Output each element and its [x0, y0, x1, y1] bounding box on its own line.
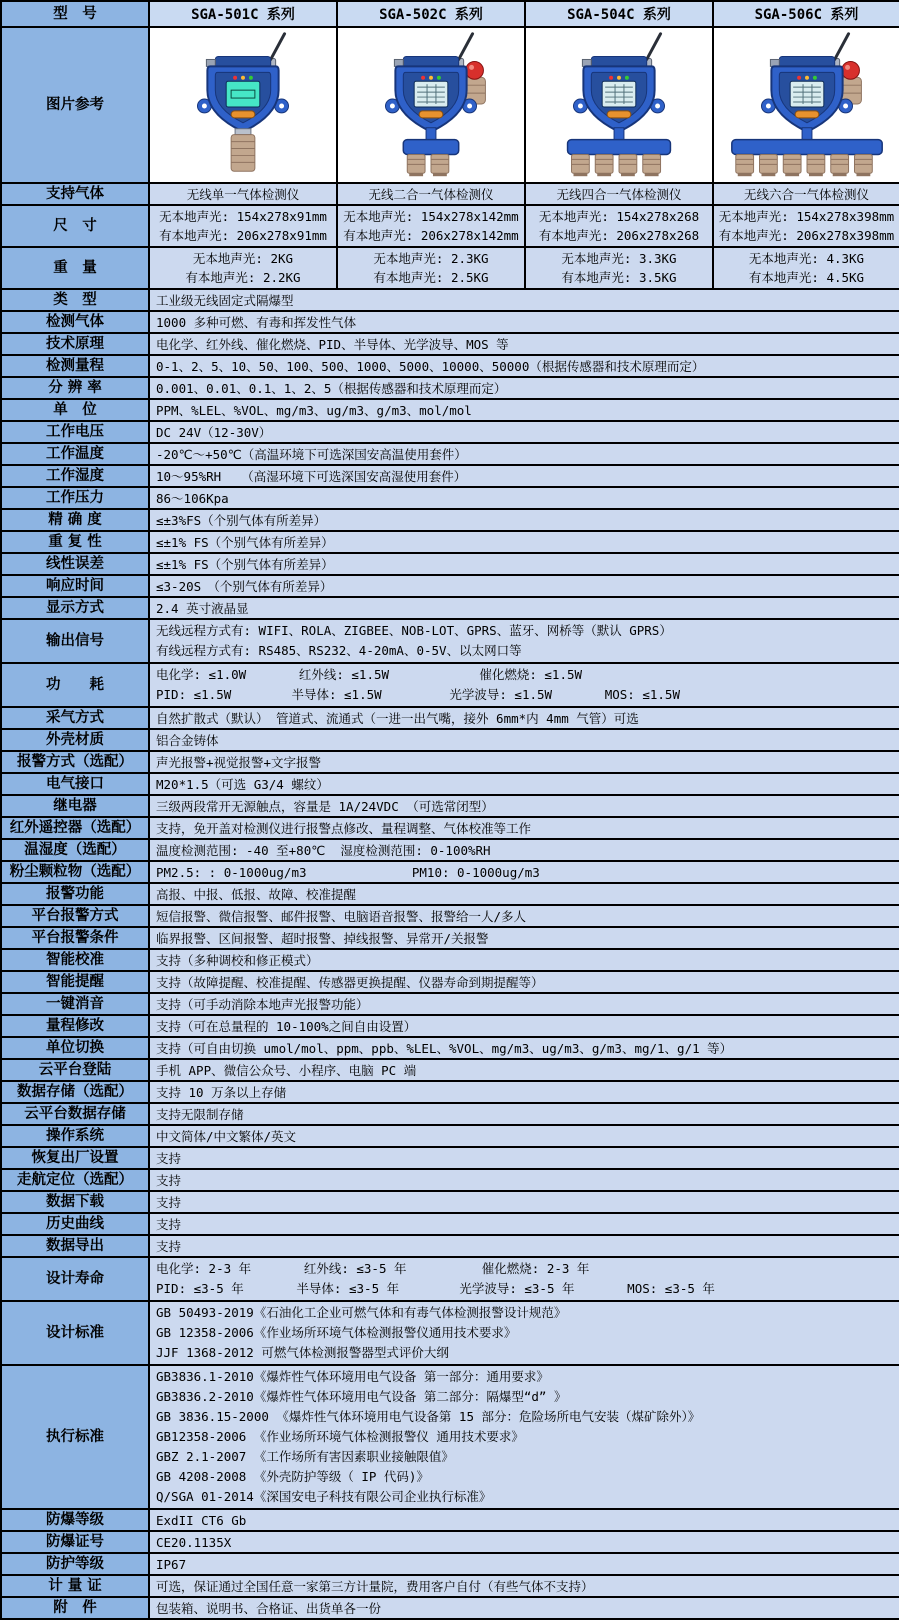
product-image-sga-502c	[337, 27, 525, 183]
spec-row-dimensions	[1, 205, 899, 247]
row-label-gps-option: 走航定位（选配）	[1, 1169, 149, 1191]
button-panel	[419, 111, 443, 118]
row-value: 三级两段常开无源触点，容量是 1A/24VDC （可选常闭型）	[149, 795, 899, 817]
row-label-display: 显示方式	[1, 597, 149, 619]
sensor-head	[572, 154, 590, 176]
model-header-2: SGA-504C 系列	[525, 1, 713, 27]
row-label-platform-alarm-modes: 平台报警方式	[1, 905, 149, 927]
spec-row-electrical-interface	[1, 773, 899, 795]
spec-row-range	[1, 355, 899, 377]
row-value: 支持（多种调校和修正模式）	[149, 949, 899, 971]
row-value	[149, 663, 899, 707]
gas-detector-illustration	[338, 28, 524, 178]
row-label-supported-gas: 支持气体	[1, 183, 149, 205]
spec-row-voltage	[1, 421, 899, 443]
spec-label-image: 图片参考	[1, 27, 149, 183]
row-label-pressure: 工作压力	[1, 487, 149, 509]
product-image-row	[1, 27, 899, 183]
lcd-screen	[602, 81, 636, 107]
value-line: GB 3836.15-2000 《爆炸性气体环境用电气设备第 15 部分：危险场所电气安装（煤矿除外）》	[156, 1409, 701, 1424]
row-label-cloud-login: 云平台登陆	[1, 1059, 149, 1081]
value-line: 无本地声光: 154x278x398mm	[718, 209, 895, 224]
row-label-explosion-proof-cert: 防爆证号	[1, 1531, 149, 1553]
spec-row-smart-calibration	[1, 949, 899, 971]
row-label-humidity: 工作湿度	[1, 465, 149, 487]
value-line: 无本地声光: 154x278x142mm	[343, 209, 519, 224]
row-value: -20℃～+50℃（高温环境下可选深国安高温使用套件）	[149, 443, 899, 465]
value-line: 电化学: 2-3 年 红外线: ≤3-5 年 催化燃烧: 2-3 年	[156, 1261, 590, 1276]
row-label-weight: 重 量	[1, 247, 149, 289]
spec-row-response-time	[1, 575, 899, 597]
row-label-accuracy: 精 确 度	[1, 509, 149, 531]
spec-row-alarm-mode	[1, 751, 899, 773]
spec-row-display	[1, 597, 899, 619]
value-line: PID: ≤3-5 年 半导体: ≤3-5 年 光学波导: ≤3-5 年 MOS: ≤3-5 年	[156, 1281, 715, 1296]
row-value: 自然扩散式（默认） 管道式、流通式（一进一出气嘴，接外 6mm*内 4mm 气管）可选	[149, 707, 899, 729]
row-label-relay: 继电器	[1, 795, 149, 817]
row-value: 2.4 英寸液晶显	[149, 597, 899, 619]
row-value: 1000 多种可燃、有毒和挥发性气体	[149, 311, 899, 333]
row-value: 支持	[149, 1147, 899, 1169]
value-line: GB 50493-2019《石油化工企业可燃气体和有毒气体检测报警设计规范》	[156, 1305, 567, 1320]
spec-row-humidity	[1, 465, 899, 487]
spec-row-type	[1, 289, 899, 311]
row-label-type: 类 型	[1, 289, 149, 311]
sensor-head	[643, 154, 661, 176]
row-label-alarm-functions: 报警功能	[1, 883, 149, 905]
lcd-screen	[790, 81, 824, 107]
value-line: GB12358-2006 《作业场所环境气体检测报警仪 通用技术要求》	[156, 1429, 524, 1444]
value-line: GB3836.2-2010《爆炸性气体环境用电气设备 第二部分：隔爆型“d” 》	[156, 1389, 567, 1404]
spec-row-execution-standards	[1, 1365, 899, 1509]
row-value: 无线二合一气体检测仪	[337, 183, 525, 205]
spec-row-platform-alarm-modes	[1, 905, 899, 927]
row-value: 手机 APP、微信公众号、小程序、电脑 PC 端	[149, 1059, 899, 1081]
spec-row-explosion-proof-grade	[1, 1509, 899, 1531]
value-line: 无本地声光: 4.3KG	[748, 251, 865, 266]
row-label-repeatability: 重 复 性	[1, 531, 149, 553]
value-line: 无本地声光: 2.3KG	[373, 251, 489, 266]
model-header-0: SGA-501C 系列	[149, 1, 337, 27]
sensor-head	[783, 154, 801, 176]
button-panel	[795, 111, 819, 118]
value-line: Q/SGA 01-2014《深国安电子科技有限公司企业执行标准》	[156, 1489, 492, 1504]
sensor-head	[231, 129, 255, 172]
row-label-platform-alarm-conditions: 平台报警条件	[1, 927, 149, 949]
sensor-head	[431, 154, 449, 176]
row-label-detected-gases: 检测气体	[1, 311, 149, 333]
spec-row-cloud-storage	[1, 1103, 899, 1125]
row-value	[713, 205, 899, 247]
row-value	[149, 1257, 899, 1301]
row-label-principle: 技术原理	[1, 333, 149, 355]
spec-row-design-life	[1, 1257, 899, 1301]
spec-row-pressure	[1, 487, 899, 509]
row-label-design-standards: 设计标准	[1, 1301, 149, 1365]
row-value: CE20.1135X	[149, 1531, 899, 1553]
row-label-unit-switch: 单位切换	[1, 1037, 149, 1059]
row-label-ir-remote: 红外遥控器（选配）	[1, 817, 149, 839]
value-line: 有本地声光: 4.5KG	[748, 270, 865, 285]
value-line: 无本地声光: 2KG	[192, 251, 294, 266]
spec-row-output-signal	[1, 619, 899, 663]
row-label-power-consumption: 功 耗	[1, 663, 149, 707]
value-line: GB 12358-2006《作业场所环境气体检测报警仪通用技术要求》	[156, 1325, 517, 1340]
row-label-os: 操作系统	[1, 1125, 149, 1147]
value-line: 有本地声光: 3.5KG	[561, 270, 677, 285]
spec-row-linearity	[1, 553, 899, 575]
row-value: 支持（可手动消除本地声光报警功能）	[149, 993, 899, 1015]
value-line: JJF 1368-2012 可燃气体检测报警器型式评价大纲	[156, 1345, 449, 1360]
row-label-housing: 外壳材质	[1, 729, 149, 751]
spec-row-ir-remote	[1, 817, 899, 839]
spec-row-data-storage	[1, 1081, 899, 1103]
spec-row-accessories	[1, 1597, 899, 1619]
manifold	[732, 140, 882, 155]
row-value	[149, 619, 899, 663]
model-header-row	[1, 1, 899, 27]
status-leds	[421, 76, 441, 80]
row-value: 工业级无线固定式隔爆型	[149, 289, 899, 311]
row-label-linearity: 线性误差	[1, 553, 149, 575]
spec-label-model: 型 号	[1, 1, 149, 27]
row-value: IP67	[149, 1553, 899, 1575]
spec-row-range-modify	[1, 1015, 899, 1037]
value-line: 有线远程方式有: RS485、RS232、4-20mA、0-5V、以太网口等	[156, 643, 522, 658]
row-label-temp-humidity-option: 温湿度（选配）	[1, 839, 149, 861]
spec-row-temperature	[1, 443, 899, 465]
manifold	[403, 140, 458, 155]
lcd-screen	[226, 81, 260, 107]
sensor-head	[736, 154, 754, 176]
row-value: 支持（可在总量程的 10-100%之间自由设置）	[149, 1015, 899, 1037]
model-header-1: SGA-502C 系列	[337, 1, 525, 27]
spec-row-repeatability	[1, 531, 899, 553]
row-label-response-time: 响应时间	[1, 575, 149, 597]
sensor-head	[595, 154, 613, 176]
spec-row-dust-particles	[1, 861, 899, 883]
row-value: ≤±1% FS（个别气体有所差异）	[149, 531, 899, 553]
status-leds	[233, 76, 253, 80]
spec-row-temp-humidity-option	[1, 839, 899, 861]
row-label-electrical-interface: 电气接口	[1, 773, 149, 795]
spec-row-design-standards	[1, 1301, 899, 1365]
sensor-head	[831, 154, 849, 176]
row-label-voltage: 工作电压	[1, 421, 149, 443]
row-value	[149, 247, 337, 289]
row-label-design-life: 设计寿命	[1, 1257, 149, 1301]
spec-row-one-key-mute	[1, 993, 899, 1015]
row-value: ≤3-20S （个别气体有所差异）	[149, 575, 899, 597]
spec-row-factory-reset	[1, 1147, 899, 1169]
row-value: 支持	[149, 1213, 899, 1235]
row-label-smart-reminder: 智能提醒	[1, 971, 149, 993]
product-image-sga-501c	[149, 27, 337, 183]
value-line: 有本地声光: 2.5KG	[373, 270, 489, 285]
gas-detector-illustration	[150, 28, 336, 178]
button-panel	[231, 111, 255, 118]
row-value: 高报、中报、低报、故障、校准提醒	[149, 883, 899, 905]
row-value: 支持	[149, 1191, 899, 1213]
spec-row-units	[1, 399, 899, 421]
row-value	[149, 1301, 899, 1365]
value-line: 无本地声光: 154x278x268	[538, 209, 700, 224]
row-value: 电化学、红外线、催化燃烧、PID、半导体、光学波导、MOS 等	[149, 333, 899, 355]
row-value: M20*1.5（可选 G3/4 螺纹）	[149, 773, 899, 795]
spec-row-supported-gas	[1, 183, 899, 205]
row-label-sampling: 采气方式	[1, 707, 149, 729]
value-line: 无线远程方式有: WIFI、ROLA、ZIGBEE、NOB-LOT、GPRS、蓝牙、网桥等（默认 GPRS）	[156, 623, 672, 638]
manifold	[568, 140, 671, 155]
row-value: ≤±3%FS（个别气体有所差异）	[149, 509, 899, 531]
row-value: 声光报警+视觉报警+文字报警	[149, 751, 899, 773]
row-value: DC 24V（12-30V）	[149, 421, 899, 443]
row-value	[525, 205, 713, 247]
row-label-metrology-cert: 计 量 证	[1, 1575, 149, 1597]
row-value: 支持	[149, 1169, 899, 1191]
spec-row-ip-rating	[1, 1553, 899, 1575]
row-label-resolution: 分 辨 率	[1, 377, 149, 399]
sensor-head	[619, 154, 637, 176]
value-line: 有本地声光: 2.2KG	[185, 270, 301, 285]
value-line: GBZ 2.1-2007 《工作场所有害因素职业接触限值》	[156, 1449, 454, 1464]
row-value	[337, 247, 525, 289]
value-line: GB 4208-2008 《外壳防护等级（ IP 代码)》	[156, 1469, 429, 1484]
spec-row-metrology-cert	[1, 1575, 899, 1597]
row-label-ip-rating: 防护等级	[1, 1553, 149, 1575]
sensor-head	[807, 154, 825, 176]
row-value: 支持（故障提醒、校准提醒、传感器更换提醒、仪器寿命到期提醒等）	[149, 971, 899, 993]
sensor-head	[760, 154, 778, 176]
spec-row-data-export	[1, 1235, 899, 1257]
row-label-dust-particles: 粉尘颗粒物（选配）	[1, 861, 149, 883]
model-header-3: SGA-506C 系列	[713, 1, 899, 27]
row-value: 支持	[149, 1235, 899, 1257]
spec-row-gps-option	[1, 1169, 899, 1191]
button-panel	[607, 111, 631, 118]
spec-row-housing	[1, 729, 899, 751]
value-line: 电化学: ≤1.0W 红外线: ≤1.5W 催化燃烧: ≤1.5W	[156, 667, 583, 682]
spec-row-cloud-login	[1, 1059, 899, 1081]
value-line: 有本地声光: 206x278x398mm	[718, 228, 895, 243]
row-label-output-signal: 输出信号	[1, 619, 149, 663]
gas-detector-illustration	[526, 28, 712, 178]
product-image-sga-506c	[713, 27, 899, 183]
row-label-history-curve: 历史曲线	[1, 1213, 149, 1235]
row-value: 无线四合一气体检测仪	[525, 183, 713, 205]
spec-row-platform-alarm-conditions	[1, 927, 899, 949]
spec-row-power-consumption	[1, 663, 899, 707]
status-leds	[797, 76, 817, 80]
value-line: 有本地声光: 206x278x142mm	[343, 228, 519, 243]
spec-row-alarm-functions	[1, 883, 899, 905]
row-value	[149, 205, 337, 247]
row-label-factory-reset: 恢复出厂设置	[1, 1147, 149, 1169]
product-image-sga-504c	[525, 27, 713, 183]
spec-row-data-download	[1, 1191, 899, 1213]
spec-row-unit-switch	[1, 1037, 899, 1059]
row-value: 临界报警、区间报警、超时报警、掉线报警、异常开/关报警	[149, 927, 899, 949]
row-label-units: 单 位	[1, 399, 149, 421]
value-line: 无本地声光: 154x278x91mm	[159, 209, 327, 224]
row-label-temperature: 工作温度	[1, 443, 149, 465]
value-line: 无本地声光: 3.3KG	[561, 251, 677, 266]
spec-row-smart-reminder	[1, 971, 899, 993]
row-value: 短信报警、微信报警、邮件报警、电脑语音报警、报警给一人/多人	[149, 905, 899, 927]
value-line: GB3836.1-2010《爆炸性气体环境用电气设备 第一部分：通用要求》	[156, 1369, 549, 1384]
row-value: 温度检测范围: -40 至+80℃ 湿度检测范围: 0-100%RH	[149, 839, 899, 861]
spec-row-explosion-proof-cert	[1, 1531, 899, 1553]
value-line: 有本地声光: 206x278x268	[538, 228, 700, 243]
row-label-data-export: 数据导出	[1, 1235, 149, 1257]
gas-detector-illustration	[714, 28, 899, 178]
spec-row-sampling	[1, 707, 899, 729]
row-label-dimensions: 尺 寸	[1, 205, 149, 247]
row-label-range-modify: 量程修改	[1, 1015, 149, 1037]
row-label-smart-calibration: 智能校准	[1, 949, 149, 971]
row-value	[525, 247, 713, 289]
row-value: 中文简体/中文繁体/英文	[149, 1125, 899, 1147]
row-value: 支持 10 万条以上存储	[149, 1081, 899, 1103]
row-label-range: 检测量程	[1, 355, 149, 377]
spec-row-accuracy	[1, 509, 899, 531]
spec-row-detected-gases	[1, 311, 899, 333]
row-value	[713, 247, 899, 289]
row-label-alarm-mode: 报警方式（选配）	[1, 751, 149, 773]
sensor-head	[854, 154, 872, 176]
status-leds	[609, 76, 629, 80]
row-value: 0.001、0.01、0.1、1、2、5（根据传感器和技术原理而定）	[149, 377, 899, 399]
row-value: ≤±1% FS（个别气体有所差异）	[149, 553, 899, 575]
row-value: 无线六合一气体检测仪	[713, 183, 899, 205]
spec-row-os	[1, 1125, 899, 1147]
row-label-data-storage: 数据存储（选配）	[1, 1081, 149, 1103]
row-label-cloud-storage: 云平台数据存储	[1, 1103, 149, 1125]
spec-row-weight	[1, 247, 899, 289]
row-value: 铝合金铸体	[149, 729, 899, 751]
row-value: 0-1、2、5、10、50、100、500、1000、5000、10000、50000（根据传感器和技术原理而定）	[149, 355, 899, 377]
row-label-execution-standards: 执行标准	[1, 1365, 149, 1509]
value-line: 有本地声光: 206x278x91mm	[159, 228, 327, 243]
row-value: 支持，免开盖对检测仪进行报警点修改、量程调整、气体校准等工作	[149, 817, 899, 839]
row-value: PM2.5: : 0-1000ug/m3 PM10: 0-1000ug/m3	[149, 861, 899, 883]
row-label-one-key-mute: 一键消音	[1, 993, 149, 1015]
row-value	[149, 1365, 899, 1509]
row-value: PPM、%LEL、%VOL、mg/m3、ug/m3、g/m3、mol/mol	[149, 399, 899, 421]
row-value: 86～106Kpa	[149, 487, 899, 509]
spec-row-resolution	[1, 377, 899, 399]
spec-row-relay	[1, 795, 899, 817]
sensor-head	[407, 154, 425, 176]
row-value: 支持（可自由切换 umol/mol、ppm、ppb、%LEL、%VOL、mg/m3、ug/m3、g/m3、mg/1、g/1 等）	[149, 1037, 899, 1059]
row-value: 支持无限制存储	[149, 1103, 899, 1125]
row-value: 可选，保证通过全国任意一家第三方计量院，费用客户自付（有些气体不支持）	[149, 1575, 899, 1597]
spec-table-body	[1, 1, 899, 1619]
row-label-accessories: 附 件	[1, 1597, 149, 1619]
row-label-explosion-proof-grade: 防爆等级	[1, 1509, 149, 1531]
value-line: PID: ≤1.5W 半导体: ≤1.5W 光学波导: ≤1.5W MOS: ≤1.5W	[156, 687, 680, 702]
spec-row-principle	[1, 333, 899, 355]
row-value: 包装箱、说明书、合格证、出货单各一份	[149, 1597, 899, 1619]
spec-row-history-curve	[1, 1213, 899, 1235]
row-value	[337, 205, 525, 247]
row-value: ExdII CT6 Gb	[149, 1509, 899, 1531]
row-value: 10～95%RH （高湿环境下可选深国安高湿使用套件）	[149, 465, 899, 487]
row-value: 无线单一气体检测仪	[149, 183, 337, 205]
row-label-data-download: 数据下载	[1, 1191, 149, 1213]
lcd-screen	[414, 81, 448, 107]
